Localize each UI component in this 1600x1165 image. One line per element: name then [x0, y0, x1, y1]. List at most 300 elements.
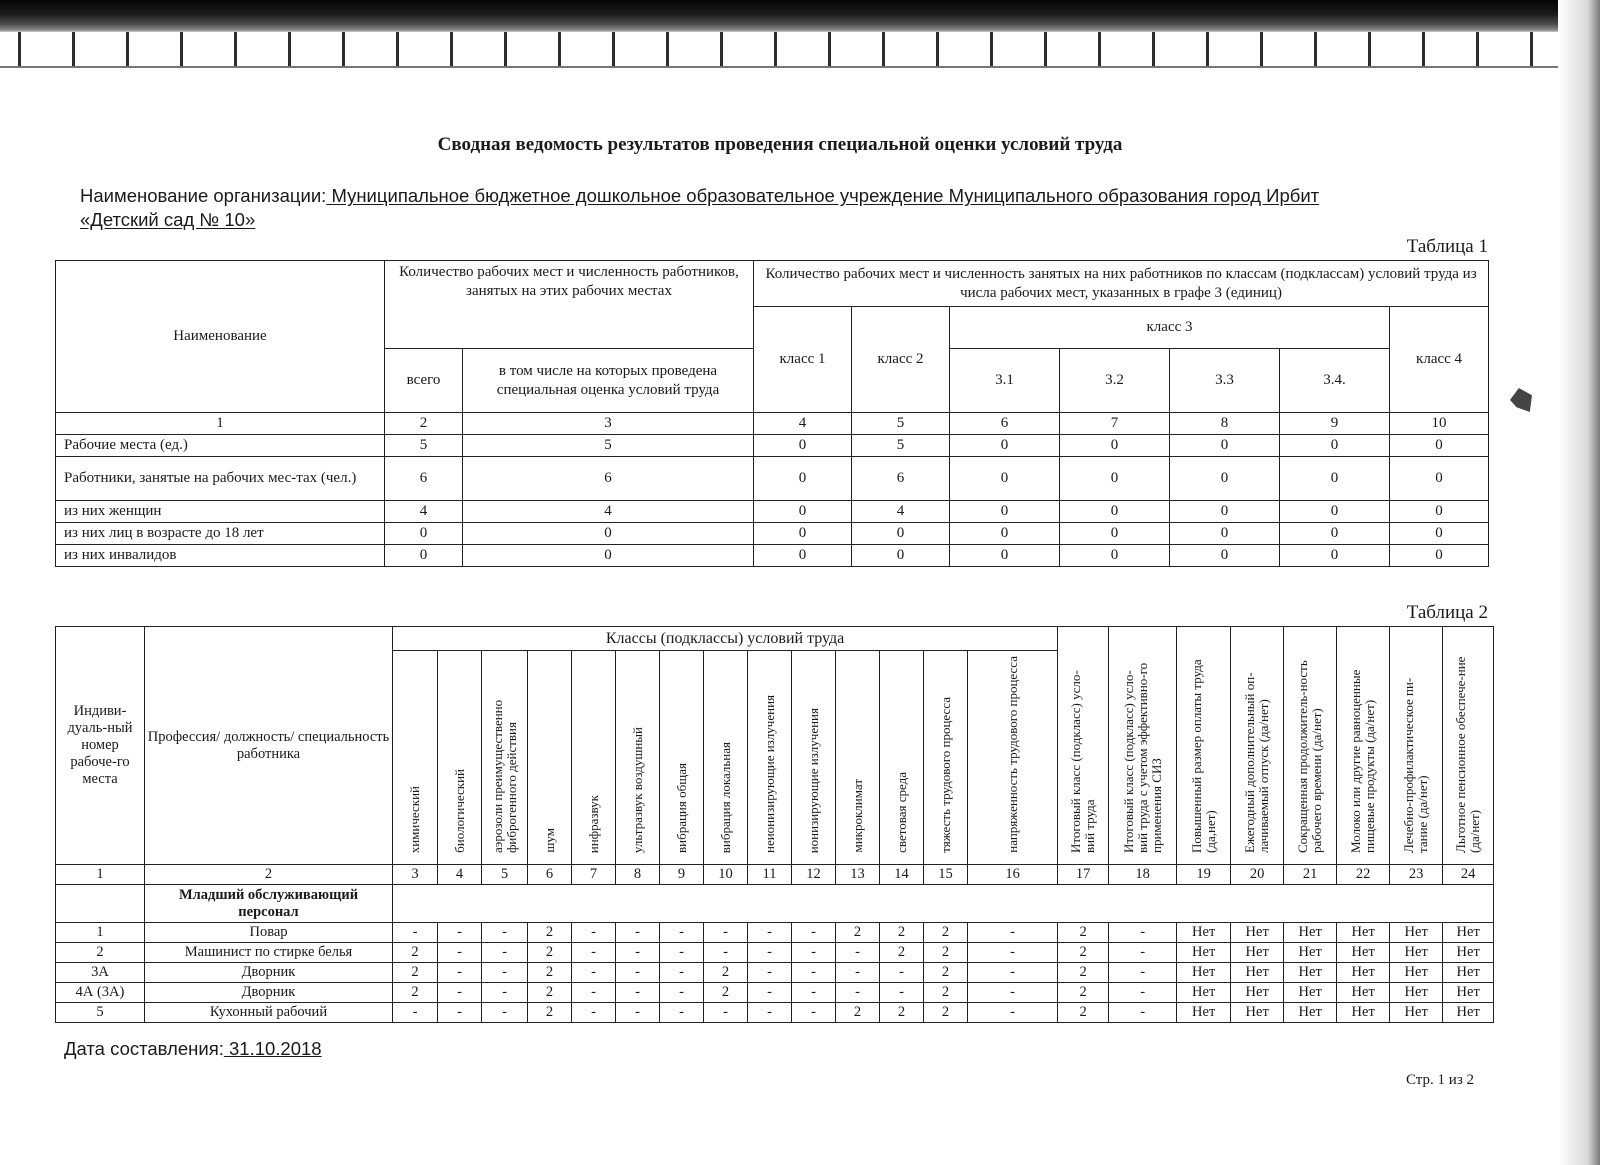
- t2-row-profession: Дворник: [145, 983, 393, 1003]
- t2-col-number: 4: [438, 865, 482, 885]
- t2-col-number: 21: [1284, 865, 1337, 885]
- t2-header-nutrition: Лечебно-профилактическое пи-тание (да/нет): [1401, 677, 1431, 853]
- t1-cell: 0: [754, 545, 852, 567]
- t2-cell: -: [616, 963, 660, 983]
- t2-cell: -: [616, 983, 660, 1003]
- t1-cell: 0: [1170, 545, 1280, 567]
- t2-cell: Нет: [1443, 963, 1494, 983]
- t2-cell: 2: [704, 983, 748, 1003]
- t2-cell: -: [968, 1003, 1058, 1023]
- t2-cell: 2: [924, 943, 968, 963]
- t1-cell: 0: [1170, 457, 1280, 501]
- t1-header-group1: Количество рабочих мест и численность работников, занятых на этих рабочих местах: [385, 261, 754, 349]
- t1-cell: 0: [463, 545, 754, 567]
- t2-factor-label: биологический: [451, 769, 467, 853]
- t2-factor-label: микроклимат: [849, 779, 865, 853]
- t2-cell: -: [968, 983, 1058, 1003]
- t1-cell: 0: [1170, 435, 1280, 457]
- t1-col-number: 8: [1170, 413, 1280, 435]
- t2-col-number: 11: [748, 865, 792, 885]
- t2-header-extra: [1284, 627, 1337, 865]
- t2-factor-header: [924, 651, 968, 865]
- t2-factor-label: шум: [541, 828, 557, 853]
- t1-cell: 0: [1280, 501, 1390, 523]
- t2-cell: -: [880, 963, 924, 983]
- t2-col-numbers: [56, 865, 1494, 885]
- t2-section-title: Младший обслуживающий персонал: [145, 885, 393, 923]
- t1-header-c34: 3.4.: [1280, 349, 1390, 413]
- t1-header-class3: класс 3: [950, 307, 1390, 349]
- t2-cell: 2: [528, 963, 572, 983]
- t2-cell: Нет: [1177, 943, 1231, 963]
- t1-cell: 0: [852, 523, 950, 545]
- t2-header-extra: [1058, 627, 1109, 865]
- organization-name-line1: Муниципальное бюджетное дошкольное образовательное учреждение Муниципального образования город Ирбит: [326, 185, 1320, 206]
- t2-factor-label: вибрация локальная: [717, 741, 733, 853]
- t2-cell: Нет: [1231, 943, 1284, 963]
- t2-cell: 2: [528, 1003, 572, 1023]
- workplaces-table: [55, 626, 1494, 1023]
- t2-cell: Нет: [1337, 923, 1390, 943]
- binder-rings: [0, 0, 1600, 70]
- t1-cell: 0: [754, 501, 852, 523]
- t2-cell: -: [880, 983, 924, 1003]
- t1-row: [56, 523, 1489, 545]
- t2-cell: -: [660, 1003, 704, 1023]
- t2-cell: 2: [924, 983, 968, 1003]
- t2-cell: -: [616, 923, 660, 943]
- t1-cell: 0: [1280, 435, 1390, 457]
- t2-cell: -: [968, 923, 1058, 943]
- t2-cell: -: [792, 943, 836, 963]
- t2-col-number: 6: [528, 865, 572, 885]
- t2-cell: -: [792, 963, 836, 983]
- t2-header-extra: [1231, 627, 1284, 865]
- t1-cell: 0: [754, 435, 852, 457]
- t2-cell: 2: [924, 963, 968, 983]
- t2-cell: -: [438, 943, 482, 963]
- t2-row-id: 5: [56, 1003, 145, 1023]
- t1-cell: 0: [852, 545, 950, 567]
- t2-col-number: 5: [482, 865, 528, 885]
- t2-cell: -: [572, 963, 616, 983]
- t2-header-profession: Профессия/ должность/ специальность работника: [145, 627, 393, 865]
- t2-cell: 2: [880, 943, 924, 963]
- t2-cell: 2: [528, 983, 572, 1003]
- t2-cell: Нет: [1390, 943, 1443, 963]
- t2-col-number: 3: [393, 865, 438, 885]
- t2-header-milk: Молоко или другие равноценные пищевые продукты (да/нет): [1348, 669, 1378, 853]
- t1-col-number: 2: [385, 413, 463, 435]
- document-title: Сводная ведомость результатов проведения специальной оценки условий труда: [437, 134, 1123, 155]
- t2-col-number: 10: [704, 865, 748, 885]
- t1-cell: 4: [463, 501, 754, 523]
- t2-factor-label: инфразвук: [585, 794, 601, 853]
- t2-cell: 2: [393, 963, 438, 983]
- t2-cell: -: [482, 1003, 528, 1023]
- binder-teeth: [0, 32, 1600, 68]
- t2-cell: 2: [1058, 963, 1109, 983]
- t2-factor-label: тяжесть трудового процесса: [937, 697, 953, 853]
- t1-cell: 5: [463, 435, 754, 457]
- t2-body: [56, 923, 1494, 1023]
- summary-table: [55, 260, 1489, 567]
- t2-factor-header: [836, 651, 880, 865]
- t1-row-name: Работники, занятые на рабочих мес-тах (чел.): [56, 457, 385, 501]
- t1-header-assessed: в том числе на которых проведена специальная оценка условий труда: [463, 349, 754, 413]
- t2-row-profession: Машинист по стирке белья: [145, 943, 393, 963]
- t1-col-number: 6: [950, 413, 1060, 435]
- t1-cell: 0: [754, 523, 852, 545]
- t2-row: [56, 1003, 1494, 1023]
- t1-cell: 0: [1390, 435, 1489, 457]
- t2-header-final-class: Итоговый класс (подкласс) усло-вий труда: [1068, 670, 1098, 853]
- t2-cell: -: [968, 943, 1058, 963]
- t2-cell: -: [482, 963, 528, 983]
- t2-cell: Нет: [1284, 963, 1337, 983]
- t1-row-name: из них женщин: [56, 501, 385, 523]
- t2-row-profession: Кухонный рабочий: [145, 1003, 393, 1023]
- t2-row: [56, 983, 1494, 1003]
- t2-cell: -: [1109, 1003, 1177, 1023]
- t1-cell: 0: [950, 545, 1060, 567]
- t2-cell: 2: [836, 923, 880, 943]
- t2-cell: -: [792, 923, 836, 943]
- t2-col-number: 12: [792, 865, 836, 885]
- t2-factor-header: [660, 651, 704, 865]
- t1-col-number: 1: [56, 413, 385, 435]
- t2-col-number: 9: [660, 865, 704, 885]
- t2-cell: -: [660, 963, 704, 983]
- t2-cell: -: [968, 963, 1058, 983]
- t2-factor-header: [528, 651, 572, 865]
- t2-col-number: 13: [836, 865, 880, 885]
- t1-header-total: всего: [385, 349, 463, 413]
- t2-cell: -: [704, 923, 748, 943]
- t2-cell: Нет: [1390, 963, 1443, 983]
- t2-col-number: 23: [1390, 865, 1443, 885]
- t2-cell: Нет: [1231, 983, 1284, 1003]
- t2-cell: 2: [1058, 983, 1109, 1003]
- t1-row: [56, 435, 1489, 457]
- t2-cell: -: [572, 943, 616, 963]
- t2-header-extra: [1337, 627, 1390, 865]
- t2-factor-label: напряженность трудового процесса: [1004, 656, 1020, 853]
- t2-factor-header: [616, 651, 660, 865]
- t2-cell: -: [1109, 983, 1177, 1003]
- t2-cell: Нет: [1284, 983, 1337, 1003]
- t2-cell: Нет: [1337, 1003, 1390, 1023]
- t2-section-empty: [393, 885, 1494, 923]
- t2-cell: -: [836, 983, 880, 1003]
- t2-col-number: 14: [880, 865, 924, 885]
- t2-cell: -: [704, 943, 748, 963]
- t2-cell: 2: [1058, 943, 1109, 963]
- t1-cell: 0: [1390, 501, 1489, 523]
- t1-row-name: из них лиц в возрасте до 18 лет: [56, 523, 385, 545]
- t2-cell: 2: [836, 1003, 880, 1023]
- t1-cell: 0: [1060, 435, 1170, 457]
- t1-cell: 4: [852, 501, 950, 523]
- t2-cell: Нет: [1443, 1003, 1494, 1023]
- t2-factor-header: [704, 651, 748, 865]
- t2-cell: 2: [704, 963, 748, 983]
- t1-header-class1: класс 1: [754, 307, 852, 413]
- t2-factor-header: [748, 651, 792, 865]
- t2-factor-header: [792, 651, 836, 865]
- t2-cell: -: [660, 943, 704, 963]
- date-block: [64, 1038, 322, 1060]
- t2-cell: Нет: [1177, 1003, 1231, 1023]
- t1-cell: 0: [1280, 545, 1390, 567]
- t2-factor-header: [968, 651, 1058, 865]
- t2-header-classes-group: Классы (подклассы) условий труда: [393, 627, 1058, 651]
- t2-row-id: 2: [56, 943, 145, 963]
- t1-header-c32: 3.2: [1060, 349, 1170, 413]
- t2-cell: Нет: [1284, 923, 1337, 943]
- t1-cell: 0: [1060, 501, 1170, 523]
- t2-col-number: 16: [968, 865, 1058, 885]
- t2-cell: -: [482, 943, 528, 963]
- t1-cell: 0: [950, 457, 1060, 501]
- t2-cell: Нет: [1231, 1003, 1284, 1023]
- t2-col-number: 2: [145, 865, 393, 885]
- t2-cell: Нет: [1443, 943, 1494, 963]
- t1-cell: 6: [385, 457, 463, 501]
- t1-cell: 0: [1060, 545, 1170, 567]
- t2-cell: -: [572, 1003, 616, 1023]
- t2-cell: -: [792, 983, 836, 1003]
- t2-cell: -: [1109, 963, 1177, 983]
- t2-factor-label: ионизирующие излучения: [805, 707, 821, 853]
- t2-row-id: 1: [56, 923, 145, 943]
- t1-row: [56, 457, 1489, 501]
- t2-cell: -: [792, 1003, 836, 1023]
- t2-row-id: 4А (3А): [56, 983, 145, 1003]
- t2-header-extra: [1177, 627, 1231, 865]
- t1-cell: 5: [385, 435, 463, 457]
- t1-col-number: 10: [1390, 413, 1489, 435]
- t2-cell: -: [704, 1003, 748, 1023]
- t1-col-number: 4: [754, 413, 852, 435]
- t1-cell: 6: [852, 457, 950, 501]
- t2-cell: Нет: [1390, 983, 1443, 1003]
- t2-cell: -: [616, 943, 660, 963]
- t1-row-name: Рабочие места (ед.): [56, 435, 385, 457]
- t1-col-number: 7: [1060, 413, 1170, 435]
- t1-cell: 0: [1280, 523, 1390, 545]
- t2-cell: Нет: [1337, 983, 1390, 1003]
- t1-cell: 0: [1170, 501, 1280, 523]
- t2-row-profession: Повар: [145, 923, 393, 943]
- t1-row: [56, 545, 1489, 567]
- binder-strip: [0, 0, 1600, 32]
- t2-cell: -: [393, 1003, 438, 1023]
- t1-cell: 0: [1390, 523, 1489, 545]
- t1-header-group2: Количество рабочих мест и численность занятых на них работников по классам (подклассам) условий труда из числа рабочих мест, указанных в графе 3 (единиц): [754, 261, 1489, 307]
- t2-cell: -: [748, 1003, 792, 1023]
- t1-cell: 0: [1390, 545, 1489, 567]
- t2-cell: Нет: [1390, 1003, 1443, 1023]
- t1-cell: 0: [385, 545, 463, 567]
- t2-header-pay: Повышенный размер оплаты труда (да,нет): [1188, 659, 1218, 853]
- t2-cell: 2: [528, 923, 572, 943]
- t2-header-extra: [1443, 627, 1494, 865]
- t2-cell: Нет: [1443, 983, 1494, 1003]
- t2-row: [56, 963, 1494, 983]
- t2-row-id: 3А: [56, 963, 145, 983]
- organization-block: [80, 184, 1480, 232]
- t2-header-extra: [1109, 627, 1177, 865]
- t2-cell: Нет: [1390, 923, 1443, 943]
- t2-cell: 2: [393, 983, 438, 1003]
- t2-header-final-class-siz: Итоговый класс (подкласс) усло-вий труда с учетом эффективно-го применения СИЗ: [1120, 662, 1164, 853]
- t2-cell: -: [748, 963, 792, 983]
- t2-factor-label: аэрозоли преимущественно фиброгенного действия: [489, 699, 519, 853]
- t1-cell: 0: [950, 523, 1060, 545]
- t1-body: [56, 435, 1489, 567]
- t1-cell: 5: [852, 435, 950, 457]
- table2-caption: Таблица 2: [1406, 602, 1488, 623]
- organization-label: Наименование организации:: [80, 185, 327, 206]
- t2-cell: Нет: [1177, 983, 1231, 1003]
- t1-header-class2: класс 2: [852, 307, 950, 413]
- t2-cell: 2: [924, 1003, 968, 1023]
- t2-cell: 2: [528, 943, 572, 963]
- t1-cell: 0: [1280, 457, 1390, 501]
- organization-name-line2: «Детский сад № 10»: [80, 209, 256, 230]
- t1-cell: 0: [950, 501, 1060, 523]
- t2-col-number: 7: [572, 865, 616, 885]
- t2-cell: -: [836, 943, 880, 963]
- t2-cell: -: [438, 923, 482, 943]
- t1-col-numbers: [56, 413, 1489, 435]
- t2-cell: Нет: [1284, 943, 1337, 963]
- t2-cell: 2: [1058, 1003, 1109, 1023]
- t2-header-short-time: Сокращенная продолжитель-ность рабочего времени (да/нет): [1295, 660, 1325, 853]
- t2-cell: -: [393, 923, 438, 943]
- t2-factor-label: световая среда: [893, 772, 909, 853]
- t2-factor-header: [572, 651, 616, 865]
- t2-col-number: 22: [1337, 865, 1390, 885]
- t2-row: [56, 923, 1494, 943]
- t1-header-c33: 3.3: [1170, 349, 1280, 413]
- t2-col-number: 15: [924, 865, 968, 885]
- t1-cell: 0: [1060, 457, 1170, 501]
- t2-cell: -: [660, 923, 704, 943]
- t2-cell: -: [438, 983, 482, 1003]
- t2-cell: Нет: [1443, 923, 1494, 943]
- t2-col-number: 8: [616, 865, 660, 885]
- t1-row-name: из них инвалидов: [56, 545, 385, 567]
- t1-header-class4: класс 4: [1390, 307, 1489, 413]
- t2-cell: Нет: [1337, 963, 1390, 983]
- binder-line: [0, 66, 1560, 68]
- t1-cell: 0: [1390, 457, 1489, 501]
- t2-factor-label: химический: [407, 785, 422, 853]
- t2-row: [56, 943, 1494, 963]
- t2-cell: 2: [880, 1003, 924, 1023]
- t2-header-pension: Льготное пенсионное обеспече-ние (да/нет): [1453, 656, 1483, 853]
- t2-col-number: 24: [1443, 865, 1494, 885]
- t2-cell: -: [438, 1003, 482, 1023]
- t2-col-number: 18: [1109, 865, 1177, 885]
- t2-cell: -: [1109, 943, 1177, 963]
- t2-row-profession: Дворник: [145, 963, 393, 983]
- t2-factor-label: неионизирующие излучения: [761, 695, 777, 853]
- t1-cell: 4: [385, 501, 463, 523]
- t1-row: [56, 501, 1489, 523]
- t2-col-number: 19: [1177, 865, 1231, 885]
- t2-col-number: 1: [56, 865, 145, 885]
- t1-cell: 6: [463, 457, 754, 501]
- t2-cell: Нет: [1177, 923, 1231, 943]
- t2-section-empty: [56, 885, 145, 923]
- t2-cell: -: [572, 983, 616, 1003]
- t2-cell: 2: [924, 923, 968, 943]
- date-value: 31.10.2018: [223, 1038, 322, 1059]
- t2-header-id: Индиви-дуаль-ный номер рабоче-го места: [56, 627, 145, 865]
- t1-cell: 0: [754, 457, 852, 501]
- t2-cell: -: [748, 923, 792, 943]
- t1-cell: 0: [1060, 523, 1170, 545]
- t2-cell: 2: [1058, 923, 1109, 943]
- t2-cell: Нет: [1231, 963, 1284, 983]
- t2-cell: -: [482, 983, 528, 1003]
- t2-col-number: 17: [1058, 865, 1109, 885]
- t2-factor-header: [880, 651, 924, 865]
- t2-factor-header: [393, 651, 438, 865]
- t1-header-name: Наименование: [56, 261, 385, 413]
- t2-cell: Нет: [1177, 963, 1231, 983]
- t2-cell: 2: [393, 943, 438, 963]
- t2-cell: -: [1109, 923, 1177, 943]
- t2-header-vacation: Ежегодный дополнительный оп-лачиваемый отпуск (да/нет): [1242, 672, 1272, 853]
- t2-cell: Нет: [1337, 943, 1390, 963]
- t2-factor-label: ультразвук воздушный: [629, 726, 645, 853]
- t2-cell: 2: [880, 923, 924, 943]
- t2-cell: -: [572, 923, 616, 943]
- t2-cell: -: [836, 963, 880, 983]
- t2-col-number: 20: [1231, 865, 1284, 885]
- t1-col-number: 9: [1280, 413, 1390, 435]
- t2-factor-label: вибрация общая: [673, 763, 689, 853]
- t1-cell: 0: [385, 523, 463, 545]
- table1-caption: Таблица 1: [1406, 236, 1488, 257]
- t2-factor-header: [438, 651, 482, 865]
- t2-cell: -: [748, 943, 792, 963]
- t2-header-extra: [1390, 627, 1443, 865]
- t2-cell: Нет: [1284, 1003, 1337, 1023]
- t2-cell: -: [438, 963, 482, 983]
- t1-col-number: 5: [852, 413, 950, 435]
- paper-clip-mark: [1510, 388, 1532, 412]
- t2-cell: -: [660, 983, 704, 1003]
- page-number: Стр. 1 из 2: [1406, 1072, 1474, 1088]
- page-edge-shadow: [1558, 0, 1600, 1165]
- t1-cell: 0: [463, 523, 754, 545]
- t2-cell: -: [748, 983, 792, 1003]
- t1-cell: 0: [1170, 523, 1280, 545]
- t2-factor-header: [482, 651, 528, 865]
- t1-header-c31: 3.1: [950, 349, 1060, 413]
- t1-cell: 0: [950, 435, 1060, 457]
- date-label: Дата составления:: [64, 1038, 224, 1059]
- t2-cell: -: [616, 1003, 660, 1023]
- t1-col-number: 3: [463, 413, 754, 435]
- t2-cell: Нет: [1231, 923, 1284, 943]
- t2-cell: -: [482, 923, 528, 943]
